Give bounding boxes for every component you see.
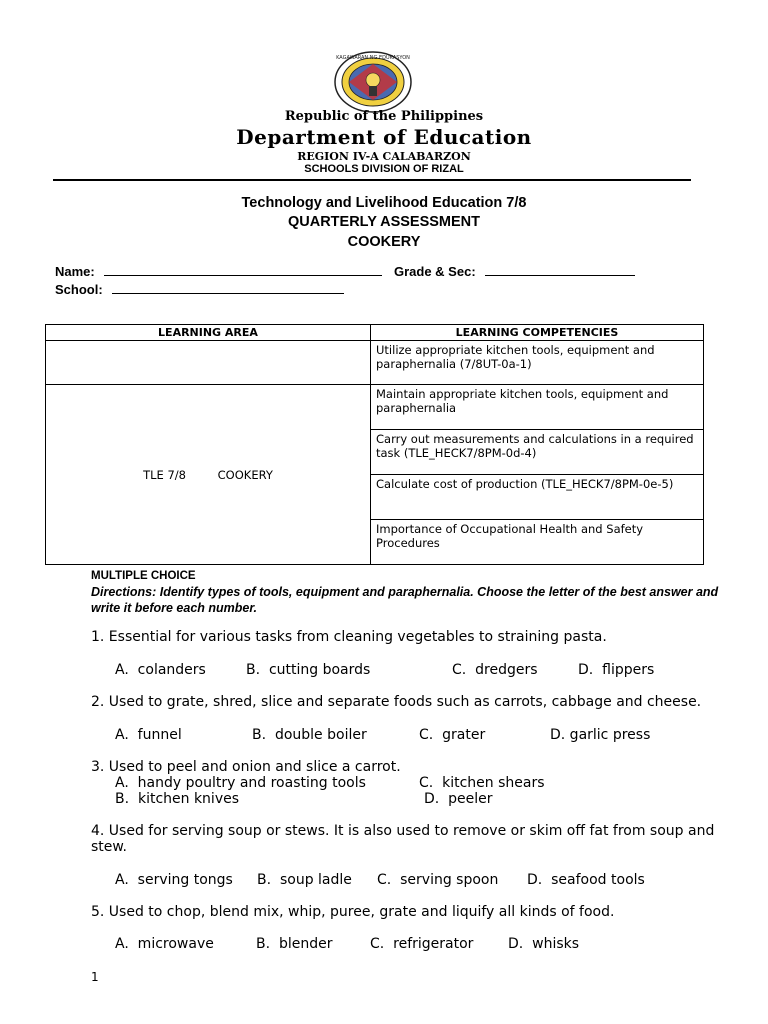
q5-option-b: B. blender bbox=[256, 936, 333, 952]
area-code: TLE 7/8 bbox=[143, 467, 186, 482]
assessment-title: QUARTERLY ASSESSMENT bbox=[287, 214, 481, 230]
q3-option-b: B. kitchen knives bbox=[115, 791, 240, 807]
table-header-row bbox=[46, 325, 704, 341]
section-title: MULTIPLE CHOICE bbox=[91, 570, 196, 582]
q4-option-c: C. serving spoon bbox=[377, 872, 499, 888]
school-row bbox=[55, 282, 344, 297]
q1-option-d: D. flippers bbox=[578, 662, 655, 678]
q3-option-a: A. handy poultry and roasting tools bbox=[115, 775, 366, 791]
q1-option-a: A. colanders bbox=[115, 662, 206, 678]
letterhead-divider bbox=[53, 179, 691, 181]
name-row bbox=[55, 264, 635, 279]
question-5: 5. Used to chop, blend mix, whip, puree, grate and liquify all kinds of food. bbox=[91, 904, 615, 920]
department-title: Department of Education bbox=[236, 125, 532, 149]
division-text: SCHOOLS DIVISION OF RIZAL bbox=[304, 163, 464, 175]
subject-title: Technology and Livelihood Education 7/8 bbox=[241, 195, 527, 211]
table-row bbox=[46, 341, 704, 385]
page-number: 1 bbox=[91, 970, 99, 984]
competency-cell: Calculate cost of production (TLE_HECK7/8PM-0e-5) bbox=[371, 475, 704, 520]
q2-option-d: D. garlic press bbox=[550, 727, 651, 743]
q1-option-c: C. dredgers bbox=[452, 662, 538, 678]
area-name: COOKERY bbox=[217, 467, 273, 482]
grade-field[interactable] bbox=[485, 275, 635, 276]
header-learning-area: LEARNING AREA bbox=[46, 325, 371, 341]
question-2: 2. Used to grate, shred, slice and separate foods such as carrots, cabbage and cheese. bbox=[91, 694, 702, 710]
header-learning-competencies: LEARNING COMPETENCIES bbox=[371, 325, 704, 341]
question-1: 1. Essential for various tasks from cleaning vegetables to straining pasta. bbox=[91, 629, 607, 645]
q1-option-b: B. cutting boards bbox=[246, 662, 371, 678]
question-4: 4. Used for serving soup or stews. It is also used to remove or skim off fat from soup and stew. bbox=[91, 823, 715, 855]
svg-text:KAGAWARAN NG EDUKASYON: KAGAWARAN NG EDUKASYON bbox=[336, 55, 410, 61]
competency-cell: Maintain appropriate kitchen tools, equipment and paraphernalia bbox=[371, 385, 704, 430]
region-text: REGION IV-A CALABARZON bbox=[297, 150, 471, 163]
republic-text: Republic of the Philippines bbox=[284, 109, 484, 124]
table-row bbox=[46, 385, 704, 430]
q5-option-c: C. refrigerator bbox=[370, 936, 474, 952]
q5-option-d: D. whisks bbox=[508, 936, 580, 952]
directions-text: Directions: Identify types of tools, equipment and paraphernalia. Choose the letter of the best answer and write it before each number. bbox=[91, 585, 719, 615]
deped-seal-icon bbox=[333, 50, 413, 114]
name-label: Name: bbox=[55, 264, 95, 279]
name-field[interactable] bbox=[104, 275, 382, 276]
course-title: COOKERY bbox=[347, 234, 421, 250]
competency-table bbox=[45, 324, 704, 565]
competency-cell: Importance of Occupational Health and Safety Procedures bbox=[371, 520, 704, 565]
school-label: School: bbox=[55, 282, 103, 297]
learning-area-cell bbox=[46, 385, 371, 565]
q2-option-c: C. grater bbox=[419, 727, 486, 743]
q4-option-d: D. seafood tools bbox=[527, 872, 645, 888]
q4-option-b: B. soup ladle bbox=[257, 872, 352, 888]
school-field[interactable] bbox=[112, 293, 344, 294]
q3-option-d: D. peeler bbox=[424, 791, 493, 807]
q3-option-c: C. kitchen shears bbox=[419, 775, 545, 791]
q2-option-b: B. double boiler bbox=[252, 727, 367, 743]
q4-option-a: A. serving tongs bbox=[115, 872, 233, 888]
q2-option-a: A. funnel bbox=[115, 727, 182, 743]
competency-cell: Carry out measurements and calculations in a required task (TLE_HECK7/8PM-0d-4) bbox=[371, 430, 704, 475]
grade-label: Grade & Sec: bbox=[394, 264, 476, 279]
q5-option-a: A. microwave bbox=[115, 936, 214, 952]
question-3: 3. Used to peel and onion and slice a carrot. bbox=[91, 759, 401, 775]
area-empty-cell bbox=[46, 341, 371, 385]
competency-cell: Utilize appropriate kitchen tools, equipment and paraphernalia (7/8UT-0a-1) bbox=[371, 341, 704, 385]
